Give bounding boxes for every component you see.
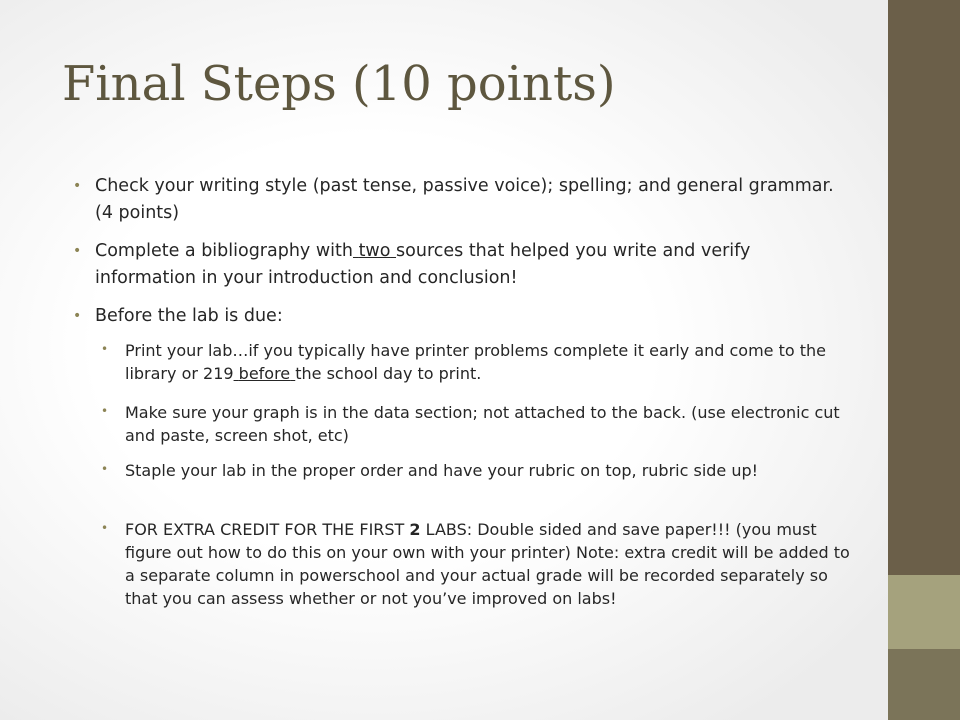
sub-bullet-marker: • xyxy=(101,462,109,476)
bullet-marker: • xyxy=(73,243,82,259)
sub-bullet-text-underlined: before xyxy=(238,364,291,383)
sub-bullet-marker: • xyxy=(101,404,109,418)
sub-bullet-extra-credit xyxy=(101,518,855,610)
sub-bullet-graph xyxy=(101,401,855,447)
side-accent-stripe-light xyxy=(888,575,960,649)
sub-bullet-text-bold: 2 xyxy=(409,520,421,539)
slide-title: Final Steps (10 points) xyxy=(62,56,616,112)
sub-bullet-text: Staple your lab in the proper order and have your rubric on top, rubric side up! xyxy=(125,461,759,480)
sub-bullet-staple xyxy=(101,459,855,482)
side-accent-stripe-dark xyxy=(888,649,960,720)
bullet-text-underlined: two xyxy=(358,241,391,261)
bullet-before-due xyxy=(73,303,850,330)
bullet-bibliography xyxy=(73,238,850,292)
bullet-text: Before the lab is due: xyxy=(95,306,283,326)
sub-bullet-marker: • xyxy=(101,342,109,356)
bullet-marker: • xyxy=(73,178,82,194)
bullet-text-before: Complete a bibliography with xyxy=(95,241,353,261)
sub-bullet-marker: • xyxy=(101,521,109,535)
sub-bullet-text: Make sure your graph is in the data section; not attached to the back. (use electronic cut and paste, screen shot, etc) xyxy=(125,403,840,445)
sub-bullet-text-before: FOR EXTRA CREDIT FOR THE FIRST xyxy=(125,520,405,539)
bullet-writing-style xyxy=(73,173,850,227)
bullet-text-after: sources that helped you write and verify information in your introduction and conclusion! xyxy=(95,241,751,288)
bullet-text: Check your writing style (past tense, passive voice); spelling; and general grammar. (4 points) xyxy=(95,176,834,223)
sub-bullet-print-lab xyxy=(101,339,855,385)
bullet-marker: • xyxy=(73,308,82,324)
sub-bullet-text-before: Print your lab…if you typically have printer problems complete it early and come to the library or 219 xyxy=(125,341,827,383)
sub-bullet-text-after: the school day to print. xyxy=(295,364,482,383)
sub-bullet-text-after: LABS: Double sided and save paper!!! (you must figure out how to do this on your own with your printer) Note: extra credit will be added to a separate column in powerschool and your actual grade will be recorded separately so that you can assess whether or not you’ve improved on labs! xyxy=(125,520,850,608)
